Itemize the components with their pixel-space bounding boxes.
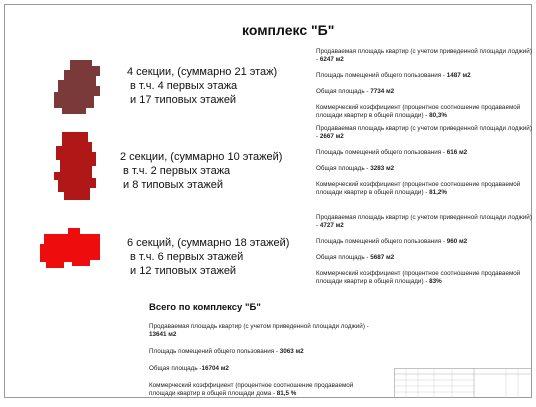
building-1-line: в т.ч. 4 первых этажа xyxy=(130,80,238,92)
stat-value: 80,3% xyxy=(429,112,447,119)
stat-value: 3283 м2 xyxy=(370,165,395,172)
stat-text: Общая площадь - xyxy=(316,88,371,95)
building-3-line: 6 секций, (суммарно 18 этажей) xyxy=(127,237,290,249)
stat-value: 616 м2 xyxy=(446,149,468,156)
building-plan-1 xyxy=(54,60,100,114)
building-3-line: и 12 типовых этажей xyxy=(130,265,237,277)
building-3-description xyxy=(127,236,289,278)
stat-text: Площадь помещений общего пользования - xyxy=(316,149,447,156)
title-block-stamp xyxy=(394,368,532,398)
stat-value: 5687 м2 xyxy=(370,254,395,261)
stat-text: Общая площадь - xyxy=(316,254,371,261)
stat-text: Коммерческий коэффициент (процентное соотношение продаваемой площади квартир в общей площади) - xyxy=(316,104,521,119)
building-2-stats xyxy=(316,125,532,205)
stat-value: 6247 м2 xyxy=(319,56,344,63)
building-2-description xyxy=(120,150,282,192)
building-1-stats xyxy=(316,48,532,128)
stat-text: Продаваемая площадь квартир (с учетом приведенной площади лоджий) - xyxy=(149,323,369,330)
building-2-line: в т.ч. 2 первых этажа xyxy=(123,165,231,177)
stat-value: 2667 м2 xyxy=(319,133,344,140)
building-plan-2 xyxy=(54,132,96,200)
total-stats xyxy=(149,323,369,407)
stat-text: Продаваемая площадь квартир (с учетом приведенной площади лоджий) - xyxy=(316,214,532,229)
stat-text: Площадь помещений общего пользования - xyxy=(149,348,280,355)
stat-value: 81,5 % xyxy=(276,390,297,397)
building-1-description xyxy=(127,65,277,107)
stat-text: Общая площадь - xyxy=(149,365,202,372)
stat-value: 13641 м2 xyxy=(149,331,177,338)
total-title: Всего по комплексу "Б" xyxy=(149,302,261,313)
building-plan-3 xyxy=(40,228,100,268)
stat-text: Продаваемая площадь квартир (с учетом приведенной площади лоджий) - xyxy=(316,48,532,63)
stat-value: 1487 м2 xyxy=(446,72,471,79)
stat-value: 81,2% xyxy=(429,189,447,196)
stat-value: 7734 м2 xyxy=(370,88,395,95)
stat-text: Площадь помещений общего пользования - xyxy=(316,72,447,79)
building-2-line: и 8 типовых этажей xyxy=(123,179,223,191)
building-3-stats xyxy=(316,214,532,294)
stat-text: Коммерческий коэффициент (процентное соотношение продаваемой площади квартир в общей площади дома - xyxy=(149,382,354,397)
building-1-line: и 17 типовых этажей xyxy=(130,94,237,106)
stat-text: Продаваемая площадь квартир (с учетом приведенной площади лоджий) - xyxy=(316,125,532,140)
stat-text: Площадь помещений общего пользования - xyxy=(316,238,447,245)
building-3-line: в т.ч. 6 первых этажей xyxy=(130,251,244,263)
stat-value: 4727 м2 xyxy=(319,222,344,229)
stat-text: Коммерческий коэффициент (процентное соотношение продаваемой площади квартир в общей площади) - xyxy=(316,181,521,196)
stat-text: Коммерческий коэффициент (процентное соотношение продаваемой площади квартир в общей площади) - xyxy=(316,270,521,285)
page-title: комплекс "Б" xyxy=(242,22,335,38)
stat-value: 960 м2 xyxy=(446,238,468,245)
building-2-line: 2 секции, (суммарно 10 этажей) xyxy=(120,151,283,163)
building-1-line: 4 секции, (суммарно 21 этаж) xyxy=(127,66,278,78)
stat-value: 16704 м2 xyxy=(201,365,229,372)
stat-value: 3063 м2 xyxy=(279,348,304,355)
stat-value: 83% xyxy=(429,278,442,285)
stat-text: Общая площадь - xyxy=(316,165,371,172)
